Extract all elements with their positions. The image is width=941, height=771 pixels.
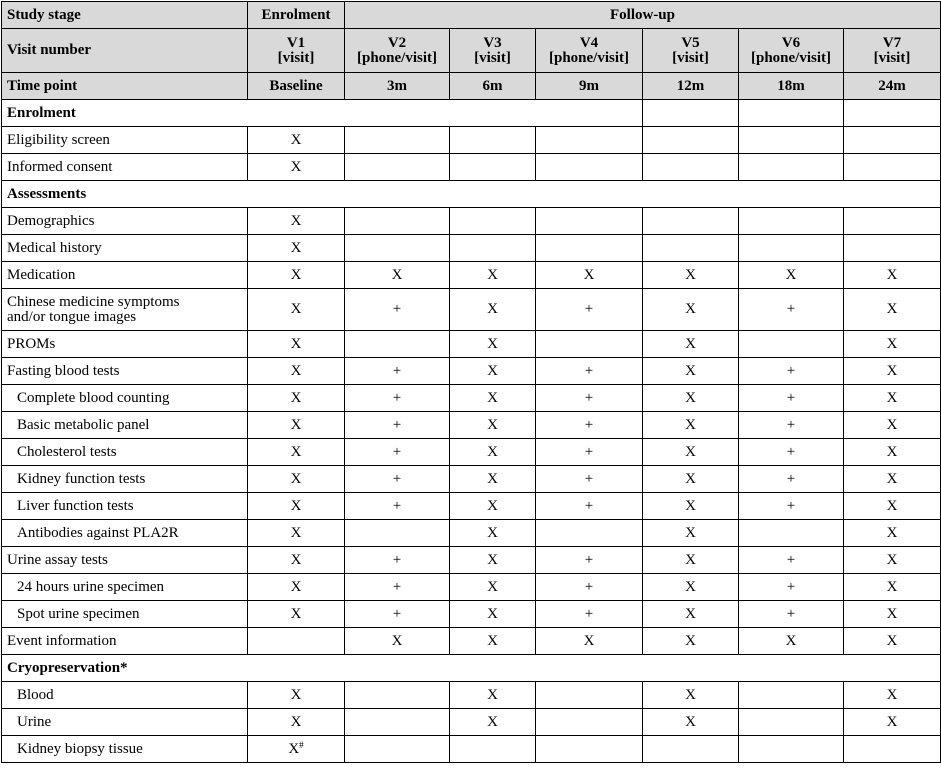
visit-mark-cell: X [345, 628, 450, 655]
table-row [2, 412, 941, 439]
row-label: Complete blood counting [2, 385, 248, 412]
table-row [2, 385, 941, 412]
visit-mark-cell [450, 208, 536, 235]
row-label: Informed consent [2, 154, 248, 181]
visit-header: V2 [phone/visit] [345, 29, 450, 73]
visit-mark-cell: X [450, 262, 536, 289]
visit-mark-cell: X [450, 412, 536, 439]
schedule-body [2, 100, 941, 763]
visit-mark-cell: X [450, 439, 536, 466]
visit-mark-cell: + [536, 385, 643, 412]
time-point-cell: 24m [844, 73, 941, 100]
time-point-cell: 12m [643, 73, 739, 100]
visit-mark-cell: X [643, 574, 739, 601]
table-row [2, 289, 941, 331]
row-label: Demographics [2, 208, 248, 235]
empty-cell [844, 100, 941, 127]
visit-mark-cell [844, 208, 941, 235]
visit-mark-cell: X [450, 709, 536, 736]
visit-mark-cell: X [248, 493, 345, 520]
visit-mark-cell [536, 331, 643, 358]
visit-mark-cell: X [248, 412, 345, 439]
visit-mark-cell: X [844, 547, 941, 574]
visit-mark-cell: X [450, 289, 536, 331]
table-row [2, 547, 941, 574]
visit-mark-cell: + [345, 601, 450, 628]
row-label: Kidney biopsy tissue [2, 736, 248, 763]
visit-mark-cell: X [248, 547, 345, 574]
visit-mark-cell [739, 154, 844, 181]
visit-mark-cell: X [450, 628, 536, 655]
visit-mark-cell: + [739, 574, 844, 601]
visit-number-label: Visit number [2, 29, 248, 73]
row-label: Event information [2, 628, 248, 655]
table-row [2, 709, 941, 736]
visit-header: V6 [phone/visit] [739, 29, 844, 73]
visit-mark-cell: X [450, 358, 536, 385]
time-point-cell: 6m [450, 73, 536, 100]
visit-mark-cell [345, 127, 450, 154]
visit-mark-cell: X [844, 385, 941, 412]
visit-mark-cell: + [536, 358, 643, 385]
visit-mark-cell [536, 127, 643, 154]
visit-mark-cell: + [536, 493, 643, 520]
visit-mark-cell [643, 736, 739, 763]
visit-mark-cell: + [739, 493, 844, 520]
section-row [2, 100, 941, 127]
visit-mark-cell: + [536, 412, 643, 439]
visit-mark-cell [844, 736, 941, 763]
visit-mark-cell [739, 709, 844, 736]
visit-mark-cell [450, 235, 536, 262]
visit-mark-cell [345, 331, 450, 358]
section-title: Assessments [2, 181, 941, 208]
visit-mark-cell: X [248, 682, 345, 709]
enrolment-stage-header: Enrolment [248, 2, 345, 29]
visit-mark-cell [739, 235, 844, 262]
visit-mark-cell [345, 235, 450, 262]
visit-mark-cell: + [345, 493, 450, 520]
time-point-cell: Baseline [248, 73, 345, 100]
table-row [2, 601, 941, 628]
visit-mark-cell: X [643, 601, 739, 628]
visit-header: V4 [phone/visit] [536, 29, 643, 73]
visit-mark-cell: + [536, 574, 643, 601]
table-row [2, 127, 941, 154]
visit-mark-cell: + [739, 358, 844, 385]
visit-header: V5 [visit] [643, 29, 739, 73]
section-title: Cryopreservation* [2, 655, 941, 682]
table-row [2, 358, 941, 385]
visit-mark-cell [345, 208, 450, 235]
visit-mark-cell: X [643, 331, 739, 358]
visit-mark-cell [739, 682, 844, 709]
visit-mark-cell: X [643, 520, 739, 547]
row-label: Chinese medicine symptoms and/or tongue images [2, 289, 248, 331]
visit-mark-cell: X [643, 385, 739, 412]
visit-number-row [2, 29, 941, 73]
visit-mark-cell: X [844, 574, 941, 601]
table-row [2, 208, 941, 235]
visit-mark-cell: + [345, 547, 450, 574]
visit-mark-cell: X [844, 493, 941, 520]
visit-mark-cell [536, 709, 643, 736]
table-row [2, 493, 941, 520]
visit-mark-cell: + [739, 289, 844, 331]
section-title: Enrolment [2, 100, 643, 127]
visit-mark-cell [450, 127, 536, 154]
time-point-label: Time point [2, 73, 248, 100]
section-row [2, 181, 941, 208]
visit-mark-cell: + [536, 439, 643, 466]
visit-mark-cell: + [739, 601, 844, 628]
visit-mark-cell: X [844, 520, 941, 547]
visit-mark-cell: X [248, 601, 345, 628]
visit-mark-cell: X [643, 358, 739, 385]
row-label: Liver function tests [2, 493, 248, 520]
study-stage-label: Study stage [2, 2, 248, 29]
visit-mark-cell: X# [248, 736, 345, 763]
visit-mark-cell: X [643, 289, 739, 331]
visit-mark-cell: X [844, 412, 941, 439]
visit-mark-cell: X [643, 709, 739, 736]
visit-mark-cell [643, 154, 739, 181]
visit-mark-cell: X [643, 262, 739, 289]
visit-mark-cell: X [844, 331, 941, 358]
visit-mark-cell: X [248, 331, 345, 358]
visit-mark-cell: X [643, 628, 739, 655]
row-label: Eligibility screen [2, 127, 248, 154]
visit-mark-cell: X [844, 709, 941, 736]
visit-mark-cell: X [844, 439, 941, 466]
visit-mark-cell: X [844, 358, 941, 385]
visit-mark-cell [536, 208, 643, 235]
table-row [2, 574, 941, 601]
visit-header: V3 [visit] [450, 29, 536, 73]
visit-mark-cell: X [450, 574, 536, 601]
visit-mark-cell: X [844, 628, 941, 655]
row-label: Medical history [2, 235, 248, 262]
visit-mark-cell: X [248, 466, 345, 493]
visit-mark-cell: X [450, 682, 536, 709]
visit-mark-cell: X [450, 601, 536, 628]
visit-mark-cell [643, 208, 739, 235]
section-row [2, 655, 941, 682]
visit-mark-cell [248, 628, 345, 655]
row-label: Basic metabolic panel [2, 412, 248, 439]
visit-mark-cell: X [450, 331, 536, 358]
visit-mark-cell: + [536, 466, 643, 493]
row-label: 24 hours urine specimen [2, 574, 248, 601]
time-point-cell: 9m [536, 73, 643, 100]
visit-mark-cell: X [450, 385, 536, 412]
visit-mark-cell: + [345, 439, 450, 466]
visit-mark-cell: X [248, 520, 345, 547]
row-label: PROMs [2, 331, 248, 358]
visit-header: V7 [visit] [844, 29, 941, 73]
visit-mark-cell [739, 208, 844, 235]
visit-mark-cell: X [345, 262, 450, 289]
visit-mark-cell: + [739, 439, 844, 466]
visit-mark-cell: + [345, 412, 450, 439]
visit-mark-cell: + [739, 385, 844, 412]
time-point-row [2, 73, 941, 100]
visit-mark-cell [345, 682, 450, 709]
visit-mark-cell: X [248, 289, 345, 331]
visit-mark-cell [536, 154, 643, 181]
visit-mark-cell [450, 736, 536, 763]
visit-mark-cell: X [248, 439, 345, 466]
visit-mark-cell: X [450, 493, 536, 520]
visit-mark-cell [643, 235, 739, 262]
visit-mark-cell [739, 127, 844, 154]
visit-mark-cell [536, 736, 643, 763]
visit-mark-cell: + [345, 358, 450, 385]
empty-cell [643, 100, 739, 127]
table-row [2, 682, 941, 709]
visit-mark-cell: X [739, 628, 844, 655]
visit-mark-cell: + [739, 547, 844, 574]
visit-mark-cell [844, 154, 941, 181]
visit-mark-cell: + [345, 574, 450, 601]
visit-mark-cell [345, 709, 450, 736]
visit-mark-cell [643, 127, 739, 154]
visit-mark-cell: + [739, 412, 844, 439]
visit-mark-cell: X [643, 466, 739, 493]
time-point-cell: 18m [739, 73, 844, 100]
visit-mark-cell [739, 520, 844, 547]
row-label: Cholesterol tests [2, 439, 248, 466]
visit-mark-cell: X [739, 262, 844, 289]
visit-mark-cell: X [643, 547, 739, 574]
visit-mark-cell [536, 520, 643, 547]
visit-mark-cell: + [536, 289, 643, 331]
row-label: Medication [2, 262, 248, 289]
visit-mark-cell: X [248, 709, 345, 736]
visit-mark-cell: X [844, 682, 941, 709]
table-row [2, 736, 941, 763]
visit-mark-cell [345, 154, 450, 181]
visit-mark-cell [345, 520, 450, 547]
visit-mark-cell: + [345, 385, 450, 412]
row-label: Blood [2, 682, 248, 709]
row-label: Fasting blood tests [2, 358, 248, 385]
table-row [2, 439, 941, 466]
visit-mark-cell [844, 127, 941, 154]
visit-mark-cell [450, 154, 536, 181]
row-label: Kidney function tests [2, 466, 248, 493]
visit-mark-cell: X [643, 439, 739, 466]
follow-up-stage-header: Follow-up [345, 2, 941, 29]
visit-mark-cell: X [248, 385, 345, 412]
visit-mark-cell [739, 736, 844, 763]
visit-mark-cell: X [643, 412, 739, 439]
row-label: Spot urine specimen [2, 601, 248, 628]
row-label: Urine [2, 709, 248, 736]
table-row [2, 466, 941, 493]
visit-mark-cell: + [536, 547, 643, 574]
visit-mark-cell: X [450, 547, 536, 574]
schedule-table [1, 1, 941, 763]
visit-mark-cell: X [248, 208, 345, 235]
visit-mark-cell [536, 682, 643, 709]
table-row [2, 628, 941, 655]
visit-mark-cell: X [248, 358, 345, 385]
visit-mark-cell: X [643, 493, 739, 520]
visit-header: V1 [visit] [248, 29, 345, 73]
visit-mark-cell: X [450, 520, 536, 547]
visit-mark-cell: X [450, 466, 536, 493]
visit-mark-cell [739, 331, 844, 358]
table-row [2, 154, 941, 181]
visit-mark-cell: + [345, 289, 450, 331]
visit-mark-cell: X [248, 262, 345, 289]
visit-mark-cell [844, 235, 941, 262]
row-label: Antibodies against PLA2R [2, 520, 248, 547]
study-stage-row [2, 2, 941, 29]
table-row [2, 235, 941, 262]
visit-mark-cell: X [248, 127, 345, 154]
visit-mark-cell: X [844, 289, 941, 331]
table-row [2, 520, 941, 547]
visit-mark-cell: + [536, 601, 643, 628]
visit-mark-cell: X [536, 628, 643, 655]
visit-mark-cell: + [345, 466, 450, 493]
visit-mark-cell: X [536, 262, 643, 289]
visit-mark-cell: X [844, 601, 941, 628]
visit-mark-cell: X [844, 466, 941, 493]
visit-mark-cell: X [248, 574, 345, 601]
visit-mark-cell: X [844, 262, 941, 289]
empty-cell [739, 100, 844, 127]
table-row [2, 331, 941, 358]
row-label: Urine assay tests [2, 547, 248, 574]
time-point-cell: 3m [345, 73, 450, 100]
visit-mark-cell [345, 736, 450, 763]
visit-mark-cell: + [739, 466, 844, 493]
footnote-mark: # [299, 739, 304, 750]
visit-mark-cell: X [643, 682, 739, 709]
visit-mark-cell: X [248, 235, 345, 262]
visit-mark-cell [536, 235, 643, 262]
visit-mark-cell: X [248, 154, 345, 181]
table-row [2, 262, 941, 289]
